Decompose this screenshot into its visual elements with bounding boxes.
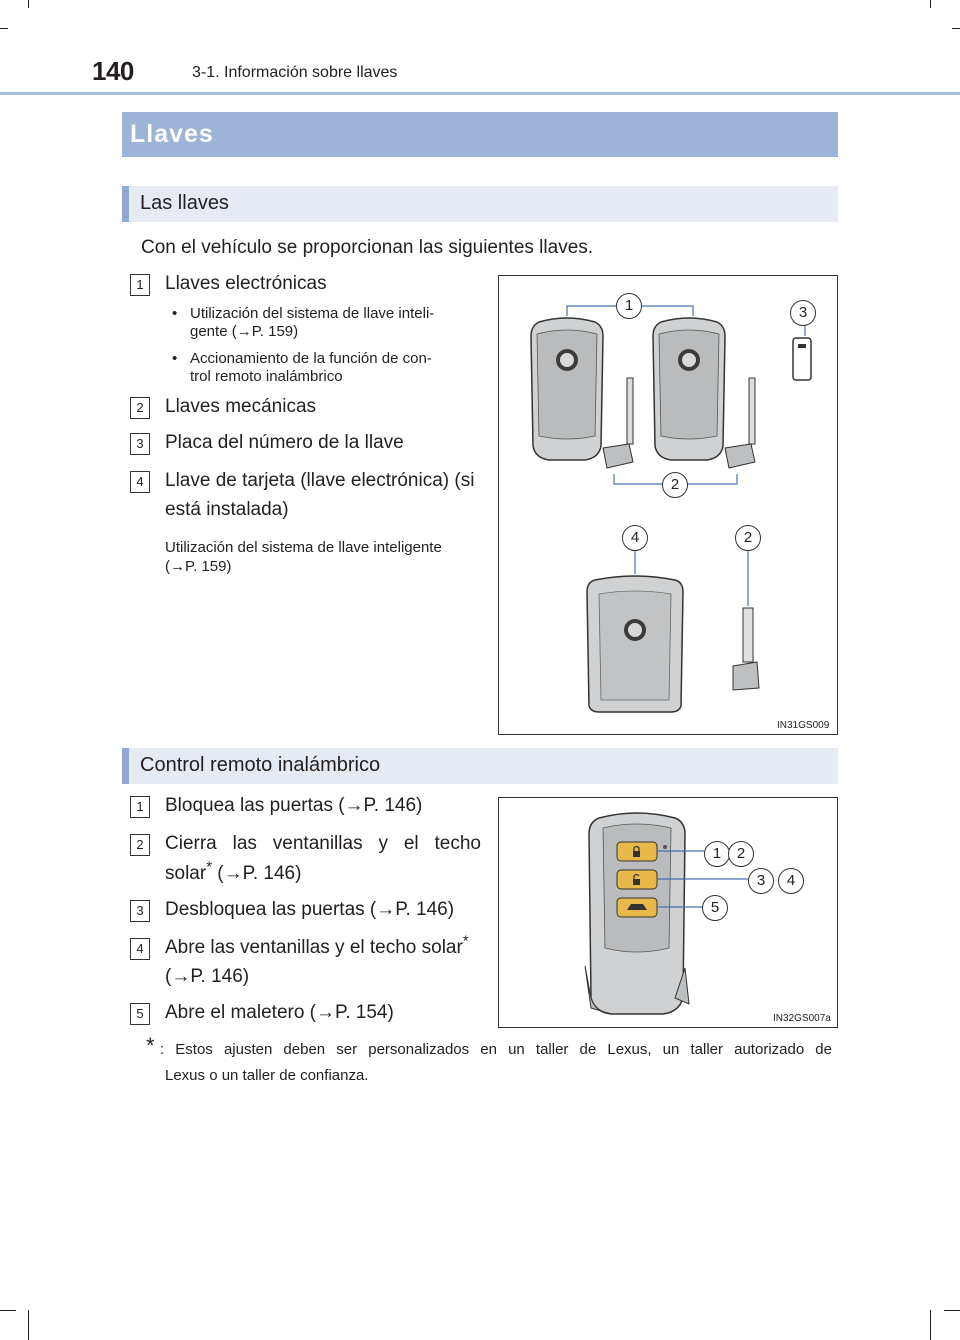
footnote-star: *: [206, 858, 213, 876]
figure-callout: 3: [748, 868, 774, 894]
bullet-icon: •: [172, 305, 178, 322]
bullet-line: gente (→P. 159): [190, 323, 299, 340]
list-item: Placa del número de la llave: [165, 432, 404, 453]
list-item: Llave de tarjeta (llave electrónica) (si: [165, 470, 475, 491]
bullet-line: Utilización del sistema de llave inteli-: [190, 305, 435, 322]
figure-id: IN31GS009: [777, 720, 830, 731]
section-accent-bar: [122, 748, 129, 784]
list-item: Cierra las ventanillas y el techo: [165, 833, 481, 854]
item-number-marker: 2: [130, 834, 150, 856]
keys-intro: Con el vehículo se proporcionan las siguientes llaves.: [141, 237, 594, 258]
list-item: [165, 934, 469, 962]
figure-callout: 4: [622, 525, 648, 551]
figure-callout: 5: [702, 895, 728, 921]
list-item: Desbloquea las puertas (→P. 146): [165, 899, 455, 920]
footnote-text: Lexus o un taller de confianza.: [165, 1067, 369, 1084]
footnote-text: : Estos ajusten deben ser personalizados en un taller de Lexus, un taller autorizado de: [160, 1041, 832, 1058]
list-item-text: solar: [165, 863, 207, 884]
note-text: Utilización del sistema de llave inteligente: [165, 539, 442, 556]
keys-figure: [498, 275, 838, 735]
crop-mark: [28, 1310, 29, 1340]
section-accent-bar: [122, 186, 129, 222]
keys-section-title: Las llaves: [140, 192, 229, 214]
remote-illustration: [499, 798, 837, 1027]
remote-section-banner: [122, 748, 838, 784]
item-number-marker: 3: [130, 900, 150, 922]
list-item: [165, 860, 301, 888]
crop-mark: [28, 0, 29, 8]
bullet-icon: •: [172, 350, 178, 367]
list-item: está instalada): [165, 499, 289, 520]
figure-callout: 3: [790, 300, 816, 326]
item-number-marker: 1: [130, 796, 150, 818]
crop-mark: [0, 1310, 16, 1311]
crop-mark: [952, 28, 960, 29]
list-item: (→P. 146): [165, 966, 250, 987]
bullet-line: Accionamiento de la función de con-: [190, 350, 432, 367]
list-item: Llaves mecánicas: [165, 396, 317, 417]
remote-figure: [498, 797, 838, 1028]
remote-section-title: Control remoto inalámbrico: [140, 754, 381, 776]
list-item-text: Abre las ventanillas y el techo solar: [165, 937, 463, 958]
keys-section-banner: [122, 186, 838, 222]
figure-id: IN32GS007a: [773, 1013, 831, 1024]
figure-callout: 2: [735, 525, 761, 551]
figure-callout: 2: [728, 841, 754, 867]
figure-callout: 1: [704, 841, 730, 867]
item-number-marker: 1: [130, 274, 150, 296]
page-number: 140: [92, 56, 134, 86]
item-number-marker: 4: [130, 471, 150, 493]
item-number-marker: 5: [130, 1003, 150, 1025]
crop-mark: [944, 1310, 960, 1311]
note-text: (→P. 159): [165, 558, 232, 575]
bullet-line: trol remoto inalámbrico: [190, 368, 343, 385]
list-item: Llaves electrónicas: [165, 273, 327, 294]
crop-mark: [930, 0, 931, 8]
figure-callout: 4: [778, 868, 804, 894]
item-number-marker: 4: [130, 938, 150, 960]
section-title: 3-1. Información sobre llaves: [192, 64, 398, 81]
footnote-star: *: [462, 932, 469, 950]
figure-callout: 1: [616, 293, 642, 319]
footnote-star: *: [146, 1033, 155, 1058]
figure-callout: 2: [662, 472, 688, 498]
list-item-text: (→P. 146): [212, 863, 302, 884]
item-number-marker: 2: [130, 397, 150, 419]
main-title-banner: [122, 112, 838, 157]
keys-illustration: [499, 276, 837, 734]
crop-mark: [930, 1310, 931, 1340]
crop-mark: [0, 28, 8, 29]
main-title: Llaves: [130, 120, 214, 148]
item-number-marker: 3: [130, 433, 150, 455]
list-item: Bloquea las puertas (→P. 146): [165, 795, 423, 816]
list-item: Abre el maletero (→P. 154): [165, 1002, 394, 1023]
header-rule: [0, 92, 960, 95]
